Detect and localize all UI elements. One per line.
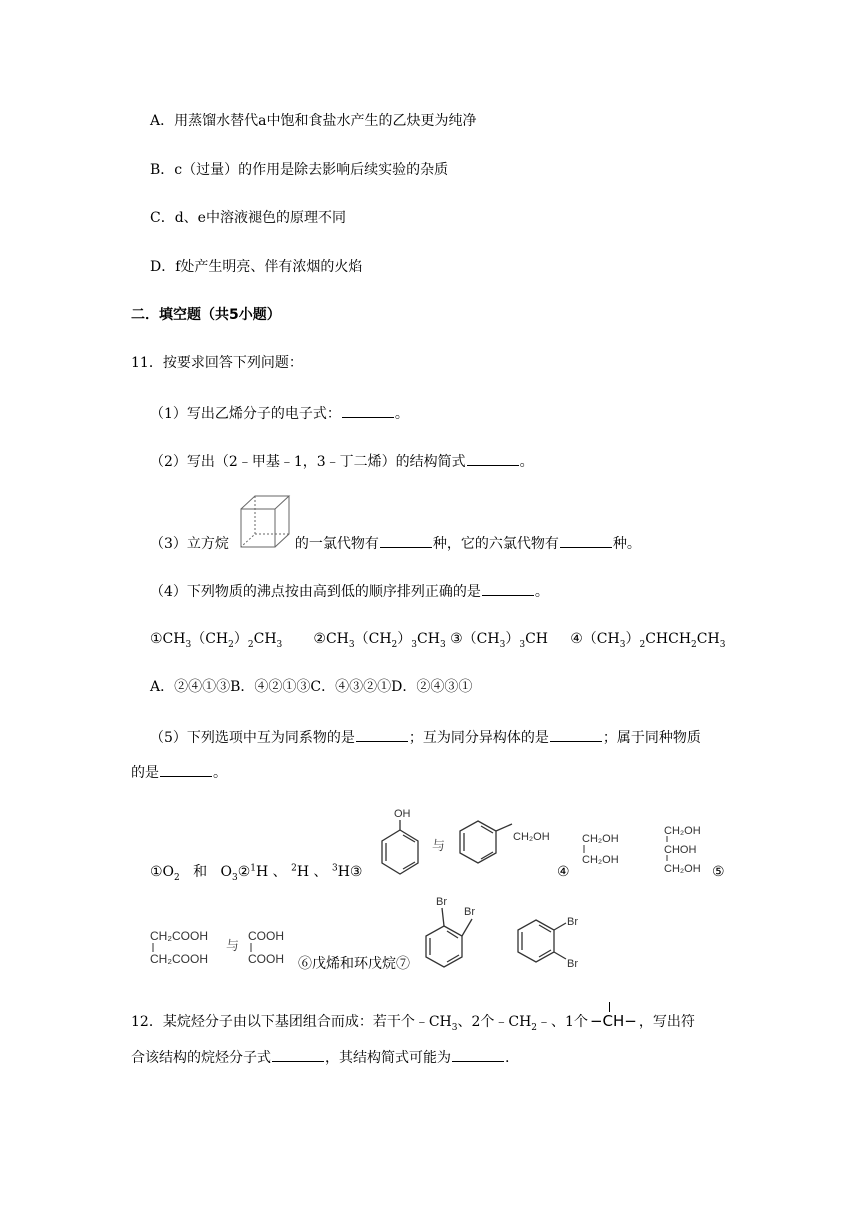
item5-label: ⑤ [712, 864, 725, 880]
q12-line1: 12．某烷烃分子由以下基团组合而成：若干个$﹣CH_3$、2个$﹣CH_2﹣$、1个 − CH− ，写出符 [131, 1012, 695, 1031]
svg-text:COOH: COOH [248, 929, 284, 943]
q11-part1: （1）写出乙烯分子的电子式： 。 [150, 403, 409, 423]
answer-blank [560, 533, 612, 548]
o-dibromobenzene-structure-2 [514, 912, 590, 972]
answer-blank [482, 581, 534, 596]
q12-line2: 合该结构的烷烃分子式 ，其结构简式可能为 . [131, 1047, 509, 1067]
glycerol-structure [662, 820, 718, 880]
answer-blank [356, 727, 408, 742]
svg-text:Br: Br [436, 896, 447, 908]
svg-text:Br: Br [567, 958, 578, 970]
answer-blank [160, 762, 212, 777]
q10-option-b: B．c（过量）的作用是除去影响后续实验的杂质 [150, 162, 449, 178]
answer-blank [452, 1047, 504, 1062]
q10-option-d: D．f处产生明亮、伴有浓烟的火焰 [150, 259, 363, 275]
answer-blank [272, 1047, 324, 1062]
q11-part5-line2: 的是 。 [131, 762, 227, 782]
svg-text:COOH: COOH [248, 952, 284, 966]
item6-7-label: ⑥戊烯和环戊烷⑦ [298, 956, 410, 972]
q11-part4-substances: $①CH_3(CH_2)_2CH_3$ $②CH_3(CH_2)_3CH_3$ $③(CH_3)_3CH$ $④(CH_3)_2CHCH_2CH_3$ [150, 631, 726, 650]
with-label-1: 与 [432, 839, 446, 854]
with-label-2: 与 [226, 939, 240, 954]
svg-text:CH₂OH: CH₂OH [582, 854, 619, 866]
section-title: 二．填空题（共5小题） [131, 307, 281, 323]
succinic-acid-structure [148, 926, 224, 970]
svg-text:OH: OH [394, 808, 411, 820]
q11-part2: （2）写出（2﹣甲基﹣1，3﹣丁二烯）的结构简式 。 [150, 451, 534, 471]
q11-stem: 11．按要求回答下列问题： [131, 355, 303, 371]
svg-text:CHOH: CHOH [664, 844, 697, 856]
svg-text:CH₂COOH: CH₂COOH [150, 929, 208, 943]
oxalic-acid-structure [246, 926, 298, 970]
q10-option-c: C．d、e中溶液褪色的原理不同 [150, 210, 346, 226]
answer-blank [550, 727, 602, 742]
ethylene-glycol-structure [578, 828, 634, 868]
svg-text:CH₂OH: CH₂OH [664, 863, 701, 875]
q11-part4: （4）下列物质的沸点按由高到低的顺序排列正确的是 。 [150, 581, 549, 601]
svg-text:CH₂OH: CH₂OH [664, 825, 701, 837]
q11-part4-options: A．②④①③B．④②①③C．④③②①D．②④③① [150, 679, 473, 695]
phenol-structure [370, 806, 430, 880]
answer-blank [380, 533, 432, 548]
svg-text:CH₂OH: CH₂OH [582, 833, 619, 845]
q11-part5-items-1: $①O_2$ 和 $O_3②^1H$ 、 $^2$H 、 $^3$H③ [150, 863, 363, 883]
q10-option-a: A．用蒸馏水替代a中饱和食盐水产生的乙炔更为纯净 [150, 113, 477, 129]
answer-blank [342, 403, 394, 418]
svg-text:Br: Br [567, 916, 578, 928]
q11-part5: （5）下列选项中互为同系物的是 ；互为同分异构体的是 ；属于同种物质 [150, 727, 701, 747]
ch-group-symbol: − CH− [588, 1012, 639, 1030]
svg-text:CH₂OH: CH₂OH [513, 831, 550, 843]
svg-text:Br: Br [464, 906, 475, 918]
o-dibromobenzene-structure-1 [420, 894, 492, 970]
svg-text:CH₂COOH: CH₂COOH [150, 952, 208, 966]
benzyl-alcohol-structure [456, 816, 556, 874]
item4-label: ④ [557, 864, 570, 880]
q11-part3: （3）立方烷 的一氯代物有 种，它的六氯代物有 种。 [150, 533, 641, 553]
answer-blank [467, 451, 519, 466]
